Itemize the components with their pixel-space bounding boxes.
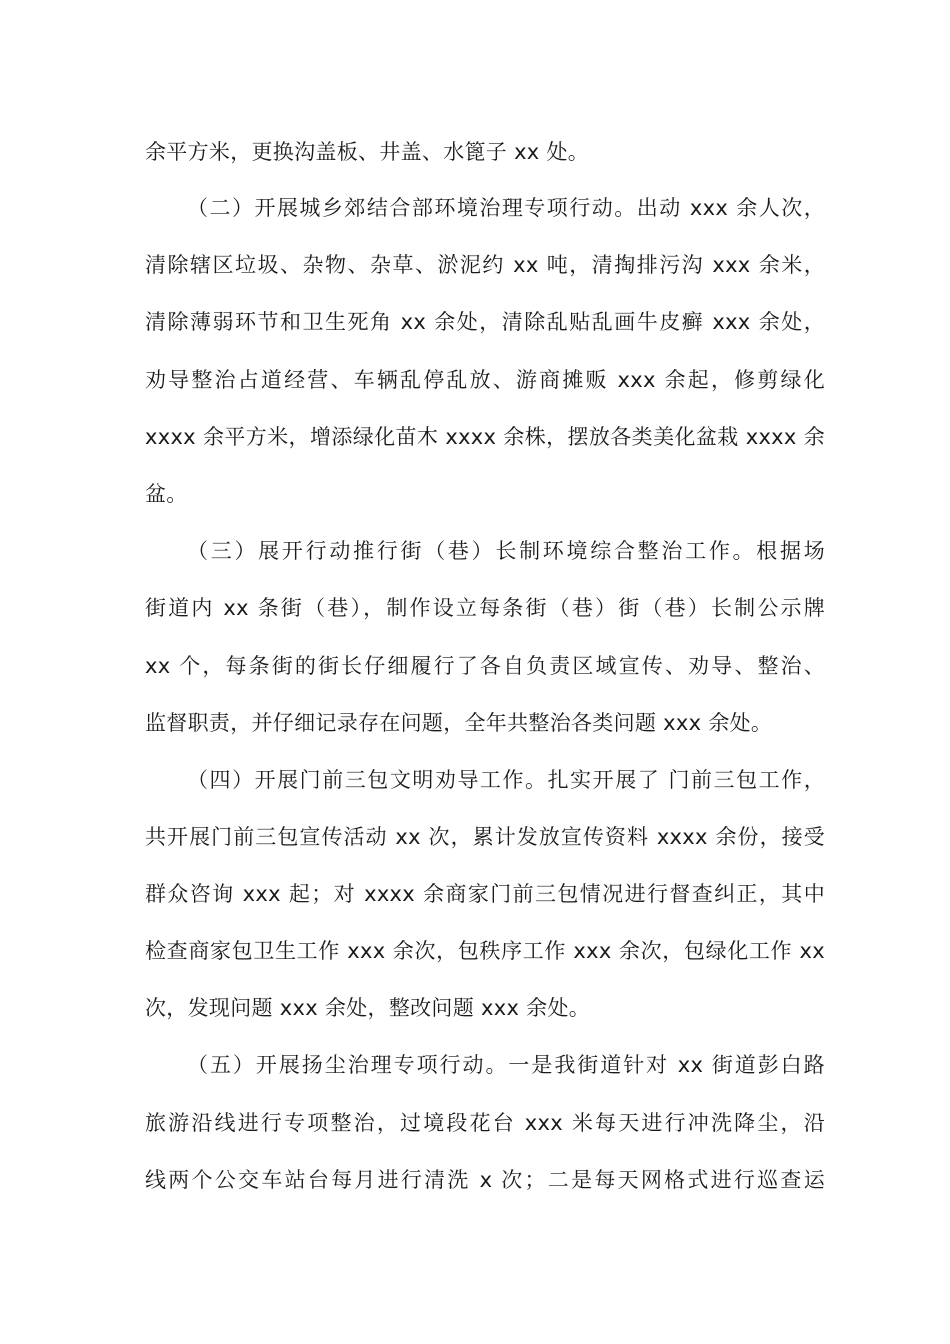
paragraph-4-line-5: 次，发现问题 xxx 余处，整改问题 xxx 余处。 [145,996,591,1020]
paragraph-3-line-4: 监督职责，并仔细记录存在问题，全年共整治各类问题 xxx 余处。 [145,711,773,735]
paragraph-2-line-6: 盆。 [145,482,188,506]
paragraph-2-line-2: 清除辖区垃圾、杂物、杂草、淤泥约 xx 吨，清掏排污沟 xxx 余米， [145,253,825,277]
paragraph-5-line-2: 旅游沿线进行专项整治，过境段花台 xxx 米每天进行冲洗降尘，沿 [145,1111,825,1135]
paragraph-4-line-3: 群众咨询 xxx 起；对 xxxx 余商家门前三包情况进行督查纠正，其中 [145,882,825,906]
paragraph-3-line-1: （三）展开行动推行街（巷）长制环境综合整治工作。根据场 [187,539,825,563]
paragraph-2-line-5: xxxx 余平方米，增添绿化苗木 xxxx 余株，摆放各类美化盆栽 xxxx 余 [145,425,825,449]
text-line-1: 余平方米，更换沟盖板、井盖、水篦子 xx 处。 [145,140,590,164]
paragraph-2-line-3: 清除薄弱环节和卫生死角 xx 余处，清除乱贴乱画牛皮癣 xxx 余处， [145,310,825,334]
paragraph-3-line-3: xx 个，每条街的街长仔细履行了各自负责区域宣传、劝导、整治、 [145,654,825,678]
paragraph-2-line-1: （二）开展城乡郊结合部环境治理专项行动。出动 xxx 余人次， [187,196,825,220]
paragraph-5-line-3: 线两个公交车站台每月进行清洗 x 次；二是每天网格式进行巡查运 [145,1168,825,1192]
paragraph-4-line-2: 共开展门前三包宣传活动 xx 次，累计发放宣传资料 xxxx 余份，接受 [145,825,825,849]
paragraph-2-line-4: 劝导整治占道经营、车辆乱停乱放、游商摊贩 xxx 余起，修剪绿化 [145,368,825,392]
paragraph-4-line-1: （四）开展门前三包文明劝导工作。扎实开展了 门前三包工作， [187,768,825,792]
paragraph-5-line-1: （五）开展扬尘治理专项行动。一是我街道针对 xx 街道彭白路 [187,1053,825,1077]
paragraph-4-line-4: 检查商家包卫生工作 xxx 余次，包秩序工作 xxx 余次，包绿化工作 xx [145,939,825,963]
paragraph-3-line-2: 街道内 xx 条街（巷），制作设立每条街（巷）街（巷）长制公示牌 [145,596,825,620]
